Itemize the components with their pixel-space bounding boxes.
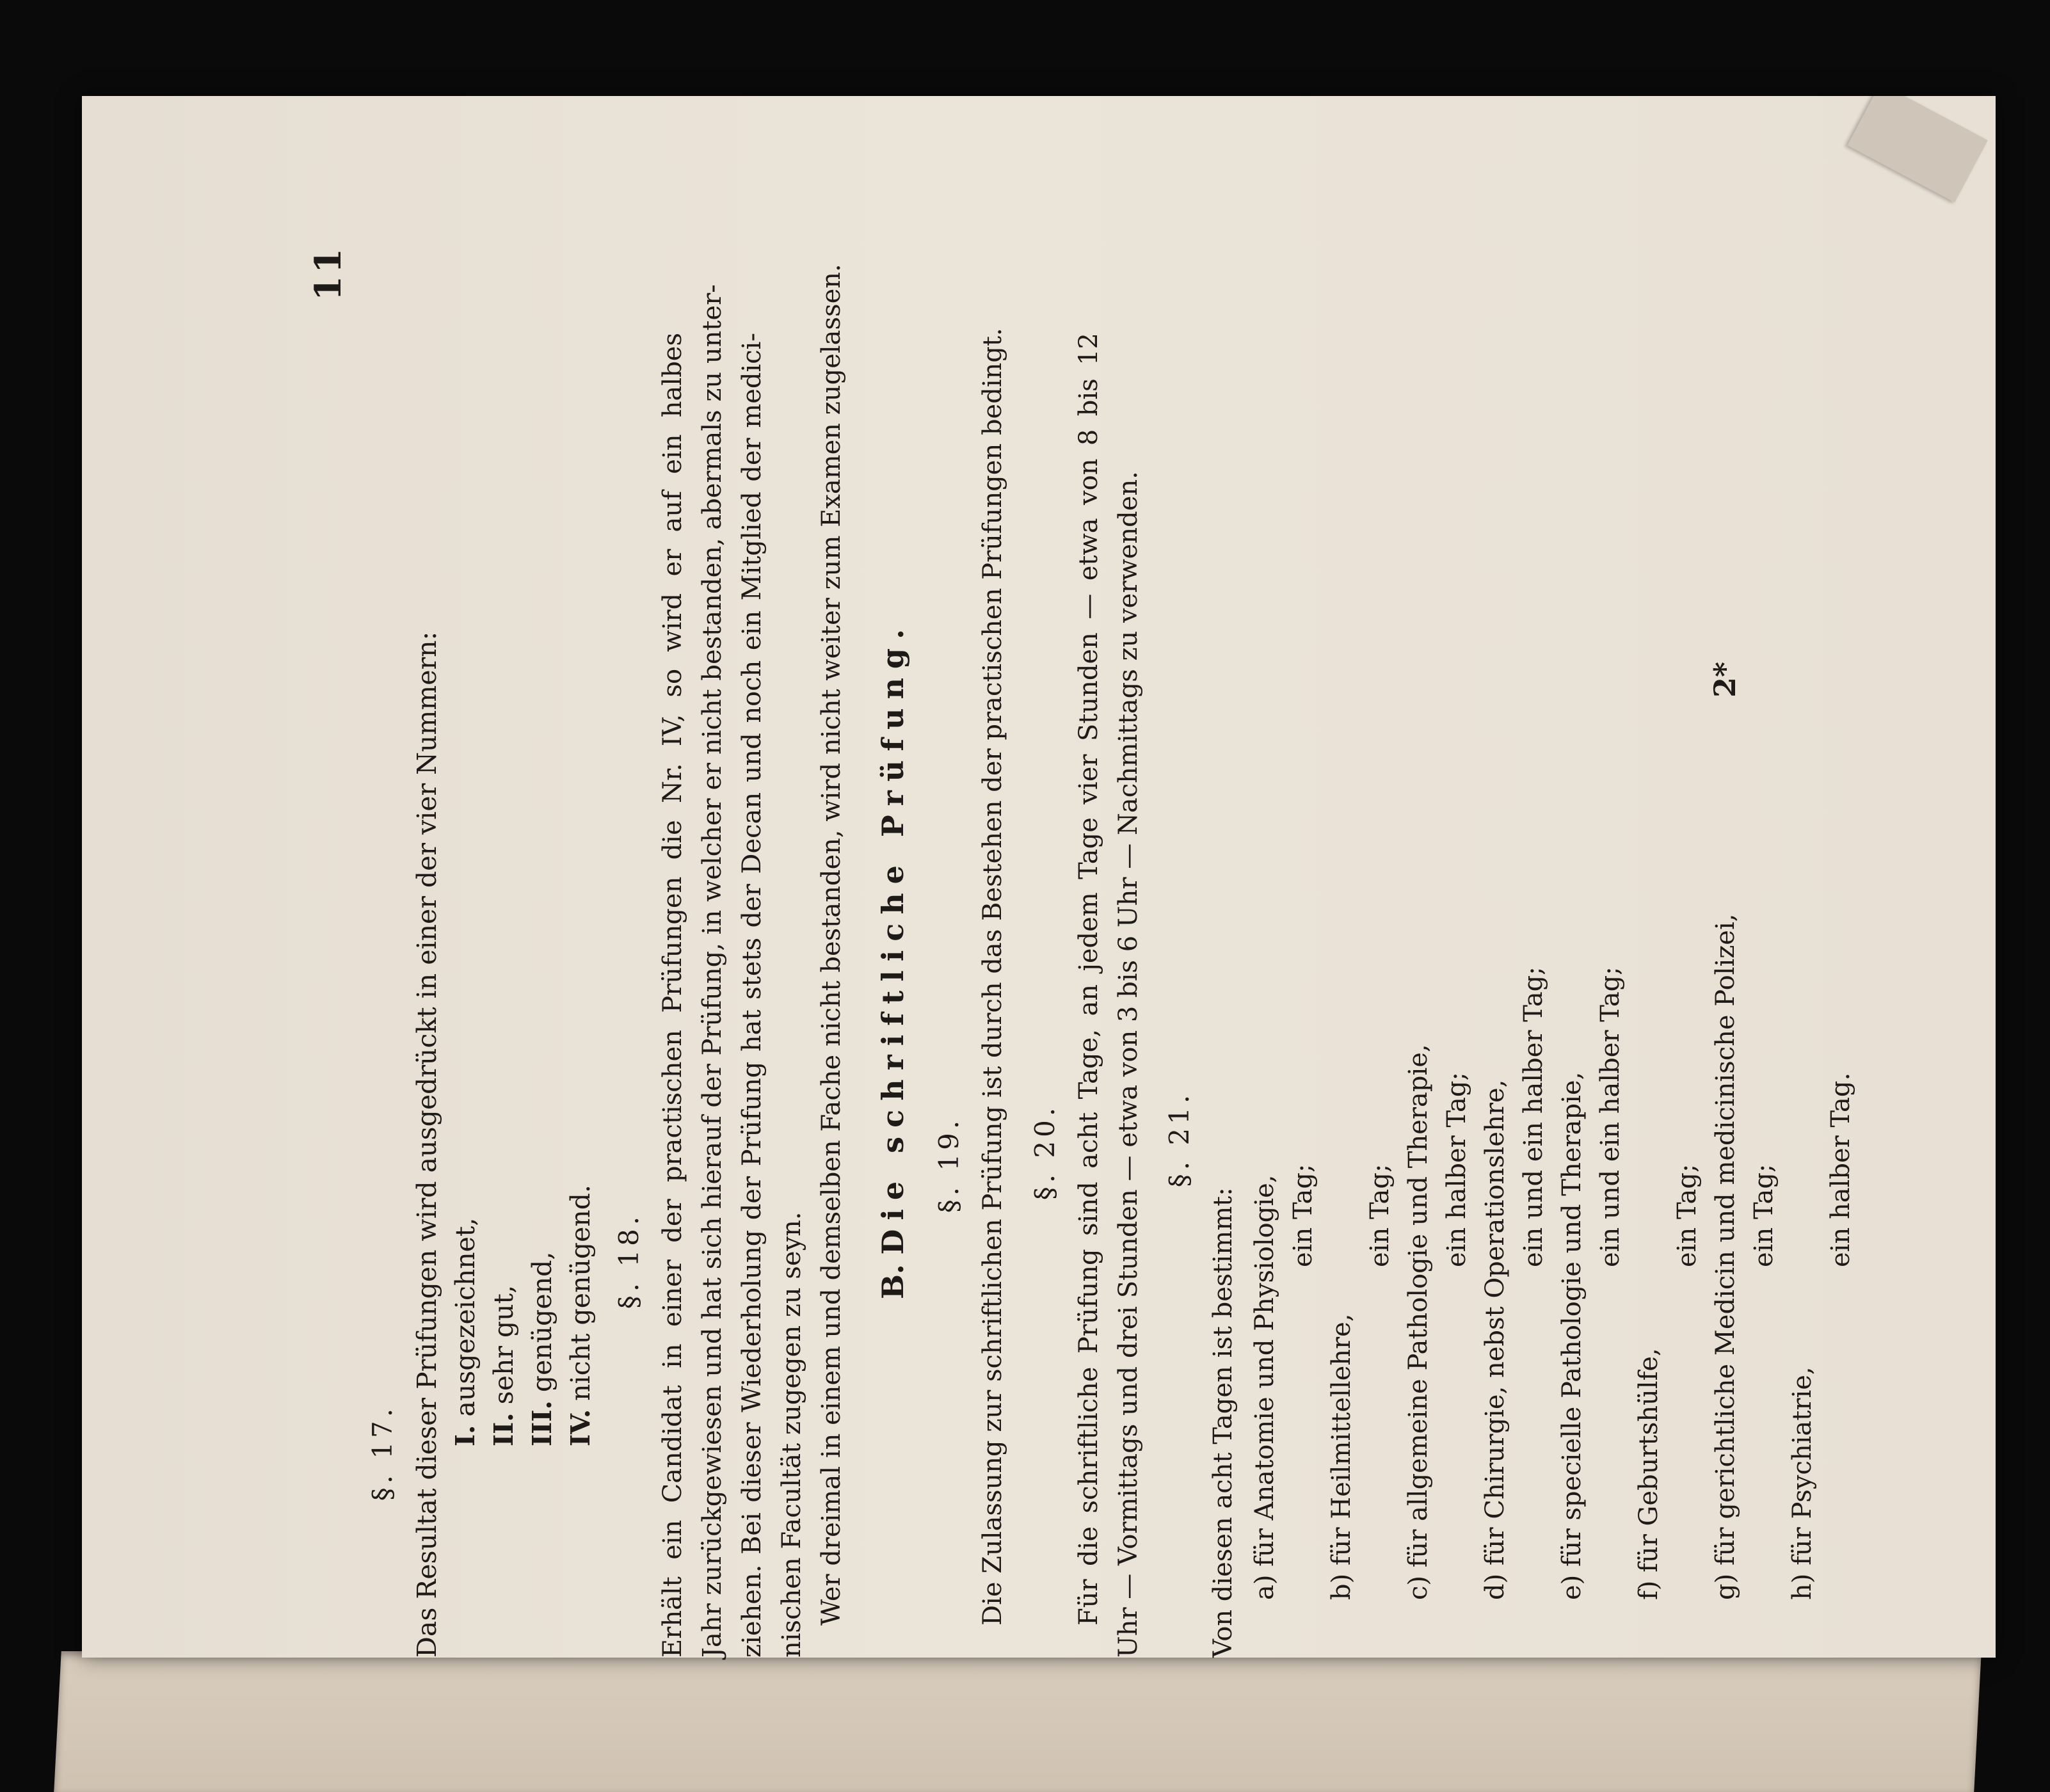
s18-last-line: Wer dreimal in einem und demselben Fache nicht bestanden, wird nicht weiter zum Examen zugelassen.	[817, 264, 846, 1626]
s21-item-e-duration: ein und ein halber Tag;	[1596, 966, 1625, 1267]
printer-signature-mark: 2*	[1708, 661, 1742, 698]
s21-item-e: e) für specielle Pathologie und Therapie,	[1557, 1071, 1587, 1600]
s21-item-d-duration: ein und ein halber Tag;	[1519, 966, 1548, 1267]
s21-item-f: f) für Geburtshülfe,	[1634, 1348, 1663, 1600]
s21-item-b: b) für Heilmittellehre,	[1327, 1313, 1356, 1600]
s17-grade-2: II. sehr gut,	[488, 1284, 519, 1446]
book-page	[82, 96, 1996, 1658]
page-number-display: 11	[307, 246, 349, 301]
s21-item-c-duration: ein halber Tag;	[1442, 1072, 1471, 1267]
s18-line-3: ziehen. Bei dieser Wiederholung der Prüfung hat stets der Decan und noch ein Mitglied der medici-	[737, 333, 767, 1658]
s20-line-1: Für die schriftliche Prüfung sind acht Tage, an jedem Tage vier Stunden — etwa von 8 bis 12	[1074, 333, 1103, 1626]
s21-item-f-duration: ein Tag;	[1672, 1164, 1702, 1267]
s17-intro: Das Resultat dieser Prüfungen wird ausgedrückt in einer der vier Nummern:	[412, 631, 442, 1658]
section-b-title: Die schriftliche Prüfung.	[876, 620, 910, 1255]
s19-heading: §. 19.	[933, 1116, 965, 1213]
s18-line-2: Jahr zurückgewiesen und hat sich hierauf der Prüfung, in welcher er nicht bestanden, abermals zu unter-	[698, 284, 727, 1658]
s18-heading: §. 18.	[613, 1212, 645, 1309]
s21-item-a-duration: ein Tag;	[1288, 1164, 1318, 1267]
s18-line-4: nischen Facultät zugegen zu seyn.	[777, 1212, 806, 1658]
s21-item-h: h) für Psychiatrie,	[1788, 1366, 1817, 1600]
s21-item-g-duration: ein Tag;	[1749, 1164, 1779, 1267]
s17-heading: §. 17.	[367, 1404, 398, 1501]
s19-text: Die Zulassung zur schriftlichen Prüfung ist durch das Bestehen der practischen Prüfungen bedingt.	[978, 328, 1007, 1626]
folded-page-corner	[1847, 96, 1987, 202]
s17-grade-1: I. ausgezeichnet,	[450, 1217, 481, 1446]
s21-heading: §. 21.	[1164, 1091, 1195, 1188]
section-b-letter: B.	[876, 1264, 910, 1299]
s20-heading: §. 20.	[1029, 1103, 1061, 1201]
s21-intro: Von diesen acht Tagen ist bestimmt:	[1208, 1187, 1238, 1658]
s17-grade-4: IV. nicht genügend.	[565, 1184, 596, 1446]
s21-item-a: a) für Anatomie und Physiologie,	[1250, 1174, 1279, 1600]
s21-item-d: d) für Chirurgie, nebst Operationslehre,	[1480, 1079, 1510, 1600]
s17-grade-3: III. genügend,	[527, 1251, 557, 1446]
lower-page-edge	[54, 1651, 1982, 1792]
s21-item-h-duration: ein halber Tag.	[1826, 1072, 1855, 1267]
s21-item-g: g) für gerichtliche Medicin und medicinische Polizei,	[1711, 913, 1740, 1600]
s21-item-c: c) für allgemeine Pathologie und Therapie,	[1404, 1044, 1433, 1600]
s20-line-2: Uhr — Vormittags und drei Stunden — etwa von 3 bis 6 Uhr — Nachmittags zu verwenden.	[1114, 471, 1143, 1658]
s21-item-b-duration: ein Tag;	[1365, 1164, 1395, 1267]
s18-line-1: Erhält ein Candidat in einer der practischen Prüfungen die Nr. IV, so wird er auf ein halbes	[658, 333, 687, 1658]
